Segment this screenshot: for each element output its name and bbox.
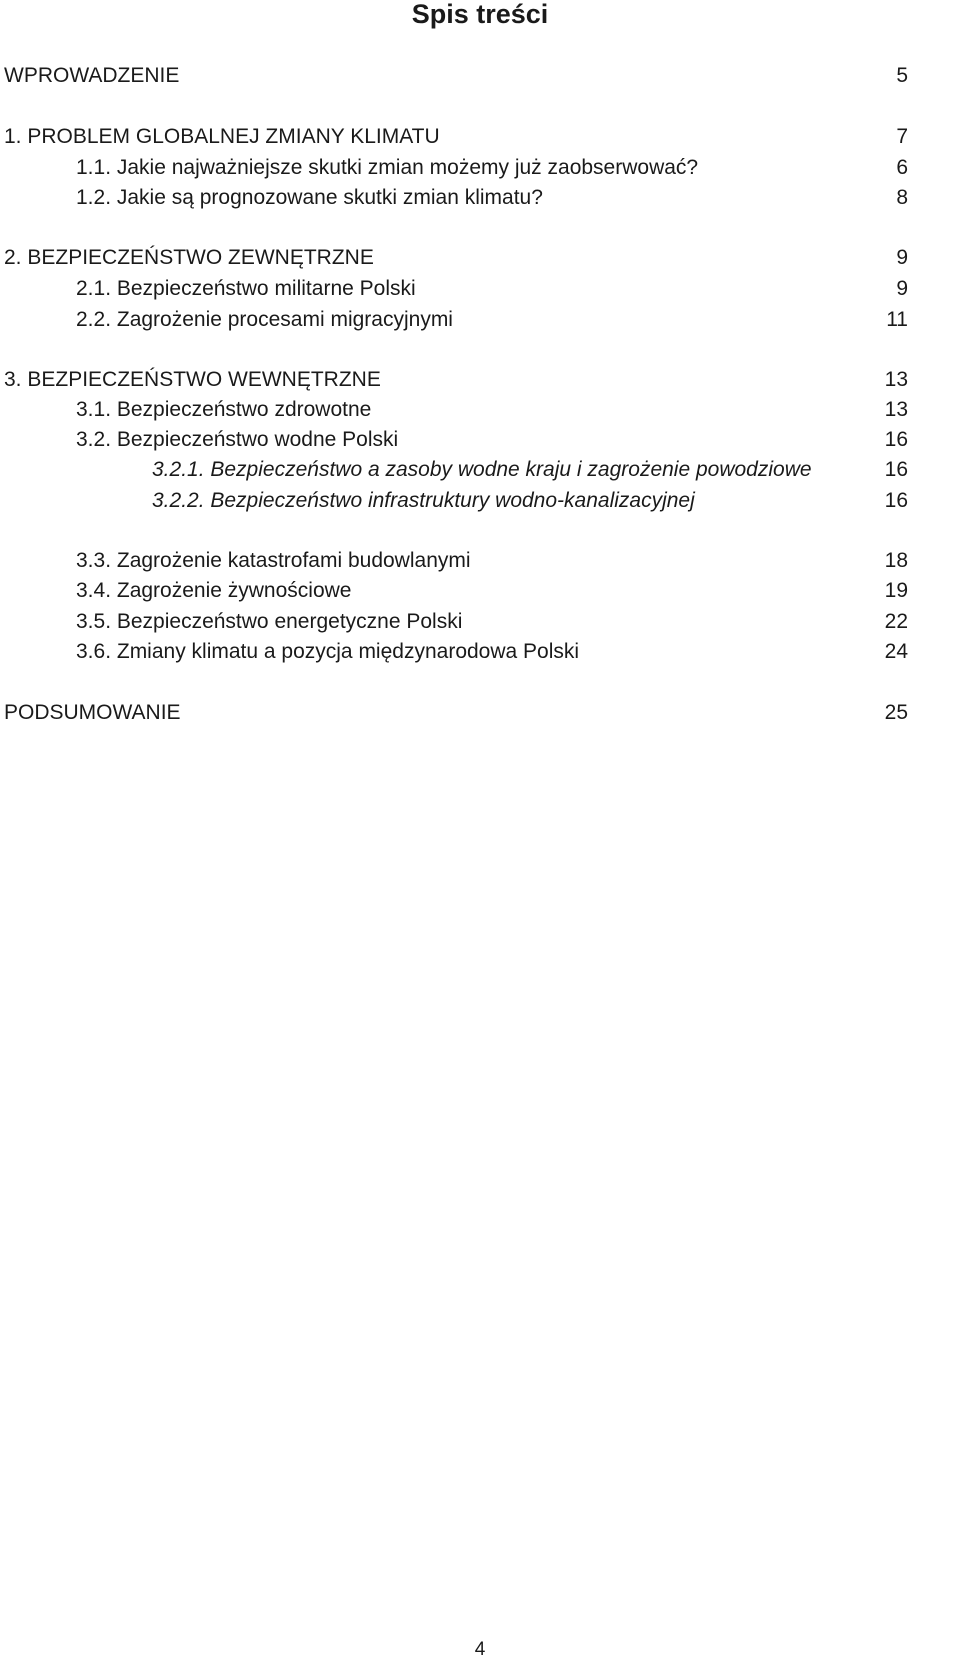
toc-entry-title: 3.2.2. Bezpieczeństwo infrastruktury wodno-kanalizacyjnej bbox=[152, 489, 695, 512]
toc-entry-page: 19 bbox=[884, 579, 908, 602]
toc-entry-page: 8 bbox=[896, 186, 908, 209]
toc-entry-title: 3.2. Bezpieczeństwo wodne Polski bbox=[76, 428, 399, 451]
toc-entry-page: 16 bbox=[884, 489, 908, 512]
toc-entry-section-3-6 bbox=[0, 636, 960, 668]
toc-entry-section-1-1 bbox=[0, 152, 960, 184]
page-title: Spis treści bbox=[411, 0, 549, 29]
toc-entry-title: 3.6. Zmiany klimatu a pozycja międzynarodowa Polski bbox=[76, 640, 580, 663]
toc-entry-chapter-3 bbox=[0, 364, 960, 396]
toc-entry-title: 1.2. Jakie są prognozowane skutki zmian klimatu? bbox=[76, 186, 543, 209]
toc-entry-page: 13 bbox=[884, 398, 908, 421]
toc-entry-title: PODSUMOWANIE bbox=[4, 701, 181, 724]
page-number: 4 bbox=[474, 1639, 486, 1660]
toc-entry-subsection-3-2-2 bbox=[0, 485, 960, 517]
toc-entry-title: 3.1. Bezpieczeństwo zdrowotne bbox=[76, 398, 372, 421]
toc-entry-section-3-5 bbox=[0, 606, 960, 638]
toc-entry-chapter-2 bbox=[0, 242, 960, 274]
toc-entry-chapter-1 bbox=[0, 121, 960, 153]
toc-entry-title: WPROWADZENIE bbox=[4, 64, 180, 87]
toc-entry-section-3-1 bbox=[0, 394, 960, 426]
toc-entry-summary bbox=[0, 697, 960, 729]
toc-entry-page: 16 bbox=[884, 458, 908, 481]
toc-entry-introduction bbox=[0, 60, 960, 92]
toc-entry-section-3-3 bbox=[0, 545, 960, 577]
toc-entry-page: 18 bbox=[884, 549, 908, 572]
toc-entry-page: 9 bbox=[896, 277, 908, 300]
toc-entry-page: 9 bbox=[896, 246, 908, 269]
toc-entry-section-3-2 bbox=[0, 424, 960, 456]
toc-entry-subsection-3-2-1 bbox=[0, 454, 960, 486]
toc-entry-page: 5 bbox=[896, 64, 908, 87]
toc-entry-page: 11 bbox=[886, 308, 908, 331]
toc-entry-page: 22 bbox=[884, 610, 908, 633]
toc-entry-section-3-4 bbox=[0, 575, 960, 607]
toc-entry-page: 25 bbox=[884, 701, 908, 724]
toc-entry-title: 3.5. Bezpieczeństwo energetyczne Polski bbox=[76, 610, 463, 633]
toc-entry-page: 6 bbox=[896, 156, 908, 179]
toc-entry-page: 24 bbox=[884, 640, 908, 663]
toc-entry-section-2-2 bbox=[0, 304, 960, 336]
toc-entry-title: 3.4. Zagrożenie żywnościowe bbox=[76, 579, 352, 602]
toc-entry-title: 1.1. Jakie najważniejsze skutki zmian możemy już zaobserwować? bbox=[76, 156, 699, 179]
toc-entry-title: 2.1. Bezpieczeństwo militarne Polski bbox=[76, 277, 416, 300]
toc-entry-title: 1. PROBLEM GLOBALNEJ ZMIANY KLIMATU bbox=[4, 125, 440, 148]
toc-entry-section-1-2 bbox=[0, 182, 960, 214]
toc-entry-title: 3. BEZPIECZEŃSTWO WEWNĘTRZNE bbox=[4, 368, 381, 391]
toc-entry-page: 13 bbox=[884, 368, 908, 391]
toc-entry-title: 3.3. Zagrożenie katastrofami budowlanymi bbox=[76, 549, 471, 572]
toc-entry-page: 7 bbox=[896, 125, 908, 148]
toc-entry-title: 3.2.1. Bezpieczeństwo a zasoby wodne kraju i zagrożenie powodziowe bbox=[152, 458, 812, 481]
toc-entry-title: 2. BEZPIECZEŃSTWO ZEWNĘTRZNE bbox=[4, 246, 374, 269]
toc-entry-page: 16 bbox=[884, 428, 908, 451]
toc-entry-section-2-1 bbox=[0, 273, 960, 305]
toc-entry-title: 2.2. Zagrożenie procesami migracyjnymi bbox=[76, 308, 453, 331]
